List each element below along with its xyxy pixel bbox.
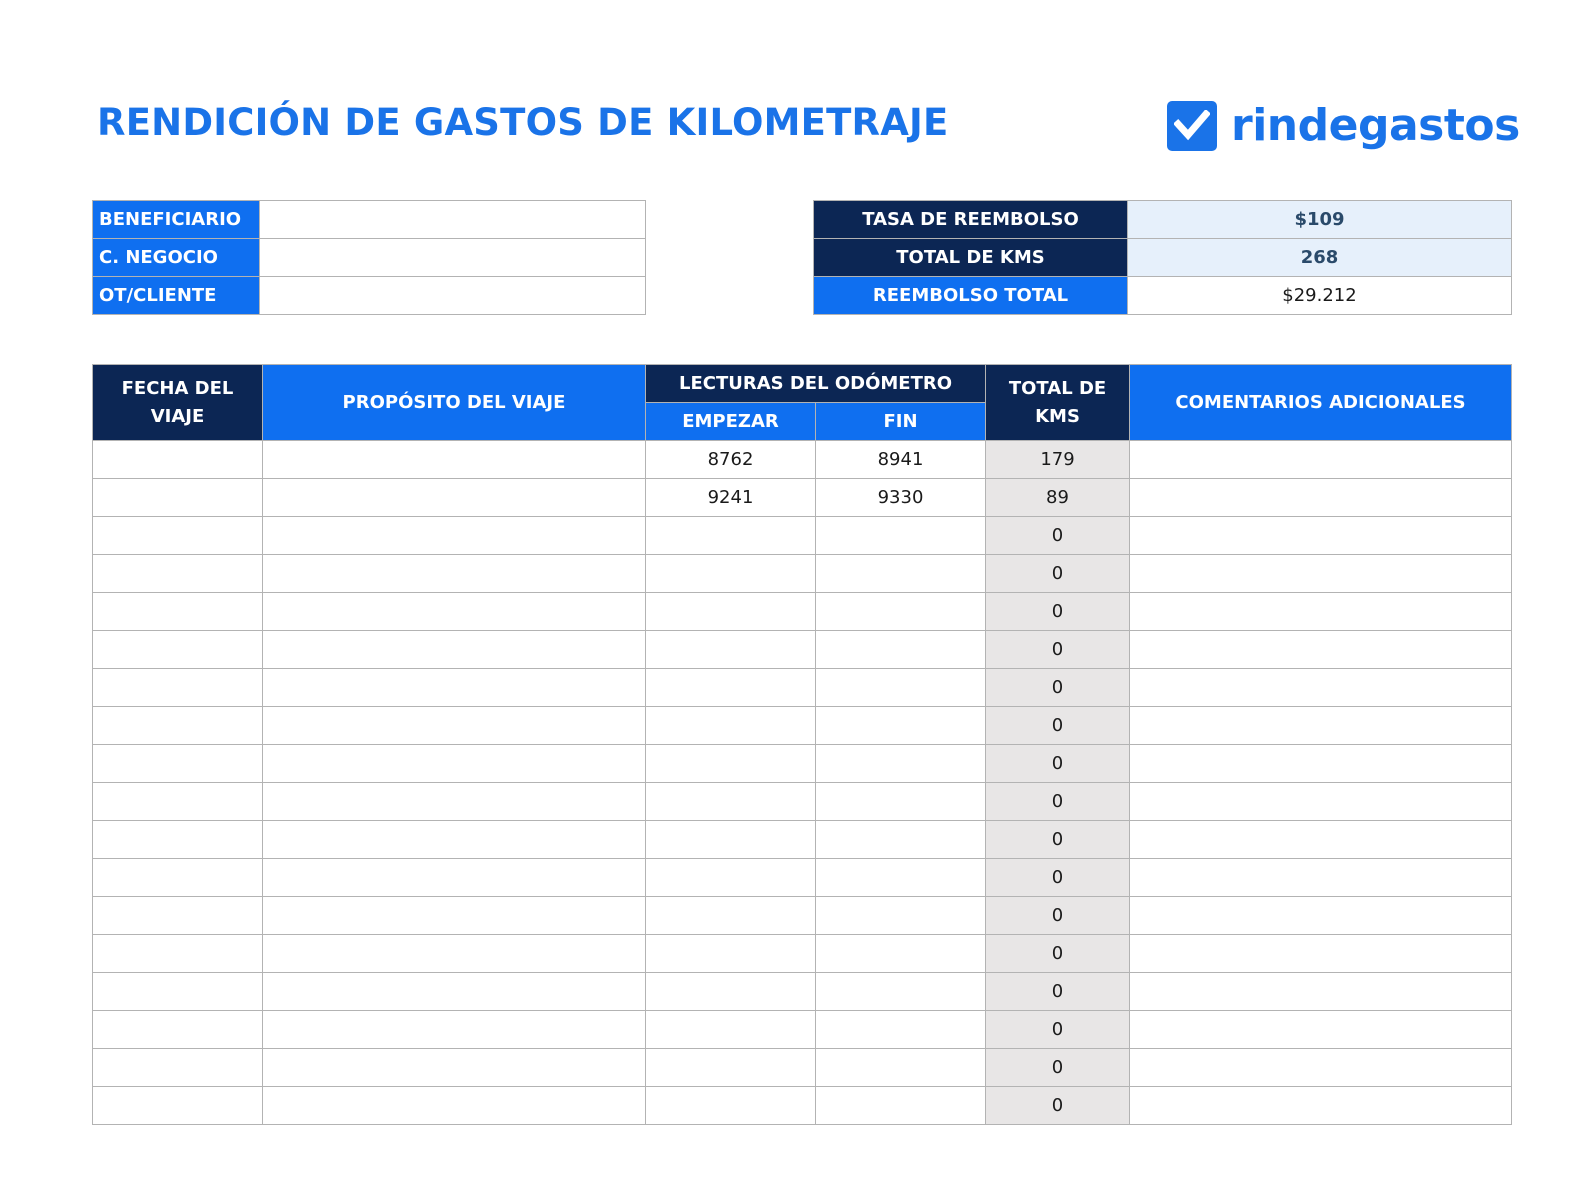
odometer-start-cell[interactable] <box>646 859 816 897</box>
trip-total-kms-cell: 0 <box>986 669 1130 707</box>
brand-logo <box>1167 96 1520 156</box>
trip-comments-cell[interactable] <box>1130 479 1512 517</box>
trip-comments-cell[interactable] <box>1130 593 1512 631</box>
trip-total-kms-cell: 0 <box>986 1087 1130 1125</box>
trip-purpose-cell[interactable] <box>263 669 646 707</box>
beneficiary-info-table <box>92 200 646 315</box>
trip-comments-cell[interactable] <box>1130 821 1512 859</box>
trip-total-kms-cell: 0 <box>986 973 1130 1011</box>
trip-date-cell[interactable] <box>93 517 263 555</box>
tasa-label: TASA DE REEMBOLSO <box>814 201 1128 239</box>
odometer-end-cell[interactable] <box>816 631 986 669</box>
odometer-end-cell[interactable] <box>816 555 986 593</box>
col-empezar-header: EMPEZAR <box>646 403 816 441</box>
trip-total-kms-cell: 0 <box>986 555 1130 593</box>
kms-label: TOTAL DE KMS <box>814 239 1128 277</box>
odometer-end-cell[interactable] <box>816 745 986 783</box>
trip-total-kms-cell: 0 <box>986 1049 1130 1087</box>
beneficiario-label: BENEFICIARIO <box>93 201 260 239</box>
trip-comments-cell[interactable] <box>1130 669 1512 707</box>
trip-total-kms-cell: 0 <box>986 783 1130 821</box>
checkmark-square-icon <box>1167 101 1217 151</box>
trip-comments-cell[interactable] <box>1130 859 1512 897</box>
trip-date-cell[interactable] <box>93 555 263 593</box>
reembolso-value: $29.212 <box>1128 277 1512 315</box>
cliente-row <box>93 277 646 315</box>
table-row <box>93 479 1512 517</box>
trip-total-kms-cell: 0 <box>986 935 1130 973</box>
trip-comments-cell[interactable] <box>1130 441 1512 479</box>
trip-total-kms-cell: 0 <box>986 821 1130 859</box>
trip-comments-cell[interactable] <box>1130 897 1512 935</box>
odometer-start-cell[interactable] <box>646 897 816 935</box>
trip-comments-cell[interactable] <box>1130 707 1512 745</box>
trip-comments-cell[interactable] <box>1130 1049 1512 1087</box>
trips-table <box>92 364 1512 1125</box>
trip-purpose-cell[interactable] <box>263 555 646 593</box>
trip-total-kms-cell: 89 <box>986 479 1130 517</box>
odometer-end-cell[interactable] <box>816 897 986 935</box>
trip-purpose-cell[interactable] <box>263 1011 646 1049</box>
trip-total-kms-cell: 0 <box>986 745 1130 783</box>
trip-date-cell[interactable] <box>93 783 263 821</box>
trip-purpose-cell[interactable] <box>263 441 646 479</box>
beneficiario-field[interactable] <box>260 201 646 239</box>
trip-comments-cell[interactable] <box>1130 1011 1512 1049</box>
odometer-start-cell[interactable] <box>646 631 816 669</box>
odometer-start-cell[interactable] <box>646 745 816 783</box>
trip-date-cell[interactable] <box>93 935 263 973</box>
odometer-start-cell[interactable] <box>646 669 816 707</box>
odometer-end-cell[interactable] <box>816 1049 986 1087</box>
odometer-start-cell[interactable] <box>646 1087 816 1125</box>
odometer-end-cell[interactable]: 9330 <box>816 479 986 517</box>
trip-comments-cell[interactable] <box>1130 1087 1512 1125</box>
odometer-end-cell[interactable] <box>816 1087 986 1125</box>
trip-date-cell[interactable] <box>93 441 263 479</box>
tasa-row <box>814 201 1512 239</box>
trip-total-kms-cell: 0 <box>986 517 1130 555</box>
col-lecturas-header: LECTURAS DEL ODÓMETRO <box>646 365 986 403</box>
odometer-end-cell[interactable] <box>816 935 986 973</box>
odometer-start-cell[interactable]: 8762 <box>646 441 816 479</box>
negocio-row <box>93 239 646 277</box>
trip-purpose-cell[interactable] <box>263 745 646 783</box>
reembolso-row <box>814 277 1512 315</box>
trip-comments-cell[interactable] <box>1130 745 1512 783</box>
table-row <box>93 821 1512 859</box>
trip-purpose-cell[interactable] <box>263 973 646 1011</box>
table-row <box>93 669 1512 707</box>
table-row <box>93 1087 1512 1125</box>
table-row <box>93 555 1512 593</box>
col-fecha-header: FECHA DEL VIAJE <box>93 365 263 441</box>
odometer-end-cell[interactable] <box>816 821 986 859</box>
odometer-start-cell[interactable] <box>646 1011 816 1049</box>
trip-date-cell[interactable] <box>93 1087 263 1125</box>
trip-date-cell[interactable] <box>93 631 263 669</box>
tasa-value[interactable]: $109 <box>1128 201 1512 239</box>
table-row <box>93 707 1512 745</box>
trip-purpose-cell[interactable] <box>263 821 646 859</box>
odometer-start-cell[interactable] <box>646 1049 816 1087</box>
trip-purpose-cell[interactable] <box>263 593 646 631</box>
trip-date-cell[interactable] <box>93 897 263 935</box>
trip-total-kms-cell: 0 <box>986 1011 1130 1049</box>
trip-comments-cell[interactable] <box>1130 517 1512 555</box>
trip-comments-cell[interactable] <box>1130 783 1512 821</box>
odometer-end-cell[interactable] <box>816 1011 986 1049</box>
odometer-start-cell[interactable] <box>646 973 816 1011</box>
table-row <box>93 631 1512 669</box>
table-row <box>93 593 1512 631</box>
trip-total-kms-cell: 0 <box>986 631 1130 669</box>
odometer-end-cell[interactable] <box>816 593 986 631</box>
odometer-start-cell[interactable] <box>646 821 816 859</box>
col-comentarios-header: COMENTARIOS ADICIONALES <box>1130 365 1512 441</box>
odometer-start-cell[interactable] <box>646 555 816 593</box>
table-row <box>93 517 1512 555</box>
cliente-label: OT/CLIENTE <box>93 277 260 315</box>
trip-purpose-cell[interactable] <box>263 859 646 897</box>
table-row <box>93 745 1512 783</box>
table-row <box>93 859 1512 897</box>
reimbursement-summary-table <box>813 200 1512 315</box>
trip-comments-cell[interactable] <box>1130 631 1512 669</box>
reembolso-label: REEMBOLSO TOTAL <box>814 277 1128 315</box>
negocio-field[interactable] <box>260 239 646 277</box>
table-row <box>93 897 1512 935</box>
odometer-end-cell[interactable] <box>816 859 986 897</box>
trip-date-cell[interactable] <box>93 707 263 745</box>
odometer-start-cell[interactable] <box>646 707 816 745</box>
trip-purpose-cell[interactable] <box>263 707 646 745</box>
odometer-end-cell[interactable] <box>816 707 986 745</box>
trip-total-kms-cell: 0 <box>986 897 1130 935</box>
odometer-end-cell[interactable] <box>816 973 986 1011</box>
table-row <box>93 973 1512 1011</box>
trip-purpose-cell[interactable] <box>263 783 646 821</box>
trip-comments-cell[interactable] <box>1130 973 1512 1011</box>
odometer-start-cell[interactable] <box>646 593 816 631</box>
trip-date-cell[interactable] <box>93 821 263 859</box>
col-proposito-header: PROPÓSITO DEL VIAJE <box>263 365 646 441</box>
odometer-start-cell[interactable] <box>646 783 816 821</box>
trip-date-cell[interactable] <box>93 593 263 631</box>
odometer-end-cell[interactable] <box>816 669 986 707</box>
odometer-end-cell[interactable]: 8941 <box>816 441 986 479</box>
trip-date-cell[interactable] <box>93 745 263 783</box>
table-row <box>93 935 1512 973</box>
kms-value: 268 <box>1128 239 1512 277</box>
trip-purpose-cell[interactable] <box>263 897 646 935</box>
trip-purpose-cell[interactable] <box>263 935 646 973</box>
trip-purpose-cell[interactable] <box>263 1087 646 1125</box>
odometer-end-cell[interactable] <box>816 517 986 555</box>
trip-total-kms-cell: 0 <box>986 707 1130 745</box>
trip-date-cell[interactable] <box>93 1049 263 1087</box>
trip-date-cell[interactable] <box>93 859 263 897</box>
beneficiario-row <box>93 201 646 239</box>
trip-purpose-cell[interactable] <box>263 631 646 669</box>
trip-date-cell[interactable] <box>93 479 263 517</box>
trip-comments-cell[interactable] <box>1130 935 1512 973</box>
trip-purpose-cell[interactable] <box>263 1049 646 1087</box>
col-fin-header: FIN <box>816 403 986 441</box>
trip-date-cell[interactable] <box>93 669 263 707</box>
trip-purpose-cell[interactable] <box>263 517 646 555</box>
table-row <box>93 1011 1512 1049</box>
trip-date-cell[interactable] <box>93 973 263 1011</box>
odometer-start-cell[interactable] <box>646 517 816 555</box>
odometer-start-cell[interactable]: 9241 <box>646 479 816 517</box>
table-row <box>93 441 1512 479</box>
kms-row <box>814 239 1512 277</box>
page-title: RENDICIÓN DE GASTOS DE KILOMETRAJE <box>97 101 949 144</box>
trip-total-kms-cell: 179 <box>986 441 1130 479</box>
negocio-label: C. NEGOCIO <box>93 239 260 277</box>
odometer-end-cell[interactable] <box>816 783 986 821</box>
cliente-field[interactable] <box>260 277 646 315</box>
odometer-start-cell[interactable] <box>646 935 816 973</box>
trip-total-kms-cell: 0 <box>986 593 1130 631</box>
table-row <box>93 1049 1512 1087</box>
table-row <box>93 783 1512 821</box>
col-total-header: TOTAL DE KMS <box>986 365 1130 441</box>
logo-text: rindegastos <box>1231 100 1520 151</box>
trip-comments-cell[interactable] <box>1130 555 1512 593</box>
trip-date-cell[interactable] <box>93 1011 263 1049</box>
trip-total-kms-cell: 0 <box>986 859 1130 897</box>
trip-purpose-cell[interactable] <box>263 479 646 517</box>
